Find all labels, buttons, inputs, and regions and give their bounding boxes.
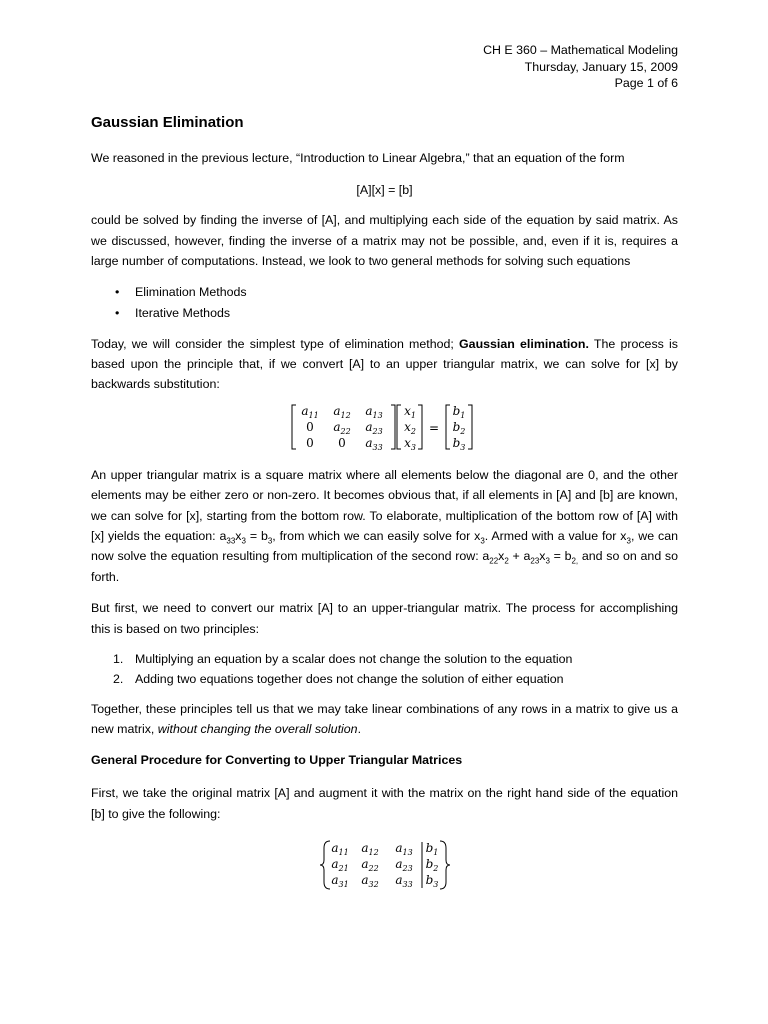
augmented-entry: $b_1$ bbox=[425, 841, 438, 858]
augmented-entry: $a_{11}$ bbox=[330, 841, 349, 858]
document-page bbox=[91, 42, 678, 892]
list-item: 2. Adding two equations together does not change the solution of either equation bbox=[113, 672, 564, 686]
augmented-entry: $a_{12}$ bbox=[360, 841, 379, 858]
emphasis-text: without changing the overall solution bbox=[157, 722, 358, 737]
principles-list bbox=[91, 649, 678, 689]
matrix-entry: $a_{12}$ bbox=[332, 403, 351, 420]
matrix-entry: $a_{22}$ bbox=[332, 419, 351, 436]
upper-triangular-equation bbox=[91, 402, 678, 452]
linear-combination-paragraph: Together, these principles tell us that we may take linear combinations of any rows in a matrix to give us a new matrix, without changing the overall solution. bbox=[91, 702, 678, 737]
augmented-entry: $a_{32}$ bbox=[360, 873, 379, 890]
intro-paragraph: We reasoned in the previous lecture, “Introduction to Linear Algebra,” that an equation of the form bbox=[91, 150, 625, 165]
equals-sign: = bbox=[428, 420, 439, 435]
lecture-date: Thursday, January 15, 2009 bbox=[524, 59, 678, 74]
matrix-entry: 0 bbox=[305, 419, 314, 434]
vector-b-entry: $b_2$ bbox=[452, 419, 465, 436]
gaussian-paragraph: Today, we will consider the simplest type of elimination method; Gaussian elimination. The process is based upon the principle that, if we convert [A] to an upper triangular matrix, we can solve for [x] by backwards substitution: bbox=[91, 336, 678, 392]
augmented-entry: $b_2$ bbox=[425, 857, 438, 874]
gaussian-term: Gaussian elimination. bbox=[459, 336, 589, 351]
procedure-subheading: General Procedure for Converting to Upper Triangular Matrices bbox=[91, 752, 463, 767]
vector-b-entry: $b_1$ bbox=[452, 403, 465, 420]
matrix-entry: $a_{23}$ bbox=[364, 419, 383, 436]
augmented-matrix-figure bbox=[320, 838, 450, 892]
augmented-entry: $a_{31}$ bbox=[330, 873, 349, 890]
augmented-entry: $a_{33}$ bbox=[394, 873, 413, 890]
augmented-entry: $a_{22}$ bbox=[360, 857, 379, 874]
augmented-entry: $a_{13}$ bbox=[394, 841, 413, 858]
vector-b-entry: $b_3$ bbox=[452, 435, 465, 452]
augment-paragraph: First, we take the original matrix [A] and augment it with the matrix on the right hand side of the equation [b] to give the following: bbox=[91, 786, 678, 821]
vector-x-entry: $x_1$ bbox=[403, 403, 416, 420]
matrix-entry: 0 bbox=[337, 435, 346, 450]
upper-triangular-matrix-figure bbox=[290, 402, 480, 452]
convert-paragraph: But first, we need to convert our matrix [A] to an upper-triangular matrix. The process for accomplishing this is based on two principles: bbox=[91, 601, 678, 636]
page-number: Page 1 of 6 bbox=[614, 76, 678, 90]
equation-form: [A][x] = [b] bbox=[356, 182, 413, 197]
list-item: • Iterative Methods bbox=[91, 303, 678, 324]
matrix-entry: $a_{13}$ bbox=[364, 403, 383, 420]
augmented-matrix bbox=[91, 838, 678, 892]
list-item: 1. Multiplying an equation by a scalar does not change the solution to the equation bbox=[113, 652, 573, 666]
page-header bbox=[91, 42, 678, 92]
vector-x-entry: $x_2$ bbox=[403, 419, 416, 436]
vector-x-entry: $x_3$ bbox=[403, 435, 416, 452]
matrix-entry: 0 bbox=[305, 435, 314, 450]
upper-triangular-paragraph: An upper triangular matrix is a square matrix where all elements below the diagonal are 0, and the other elements may be either zero or non-zero. It becomes obvious that, if all elements in [A] and [b] are known, we can solve for [x], starting from the bottom row. To elaborate, multiplication of the bottom row of [A] with [x] yields the equation: $a_{33}x_3 = b_3$, from which we can easily solve for $x_3$. Armed with a value for $x_3$, we can now solve the equation resulting from multiplication of the second row: $a_{22}x_2 + a_{23}x_3 = b_{2,}$ and so on and so forth. bbox=[91, 467, 678, 584]
section-title: Gaussian Elimination bbox=[91, 113, 244, 131]
course-title: CH E 360 – Mathematical Modeling bbox=[483, 43, 678, 57]
matrix-entry: $a_{11}$ bbox=[300, 403, 319, 420]
augmented-entry: $a_{21}$ bbox=[330, 857, 349, 874]
matrix-entry: $a_{33}$ bbox=[364, 435, 383, 452]
augmented-entry: $b_3$ bbox=[425, 873, 438, 890]
methods-list bbox=[91, 282, 678, 324]
list-item: • Elimination Methods bbox=[91, 282, 678, 303]
inverse-paragraph: could be solved by finding the inverse of [A], and multiplying each side of the equation by said matrix. As we discussed, however, finding the inverse of a matrix may not be possible, and, even if it is, requires a large number of computations. Instead, we look to two general methods for solving such equations bbox=[91, 213, 678, 269]
augmented-entry: $a_{23}$ bbox=[394, 857, 413, 874]
